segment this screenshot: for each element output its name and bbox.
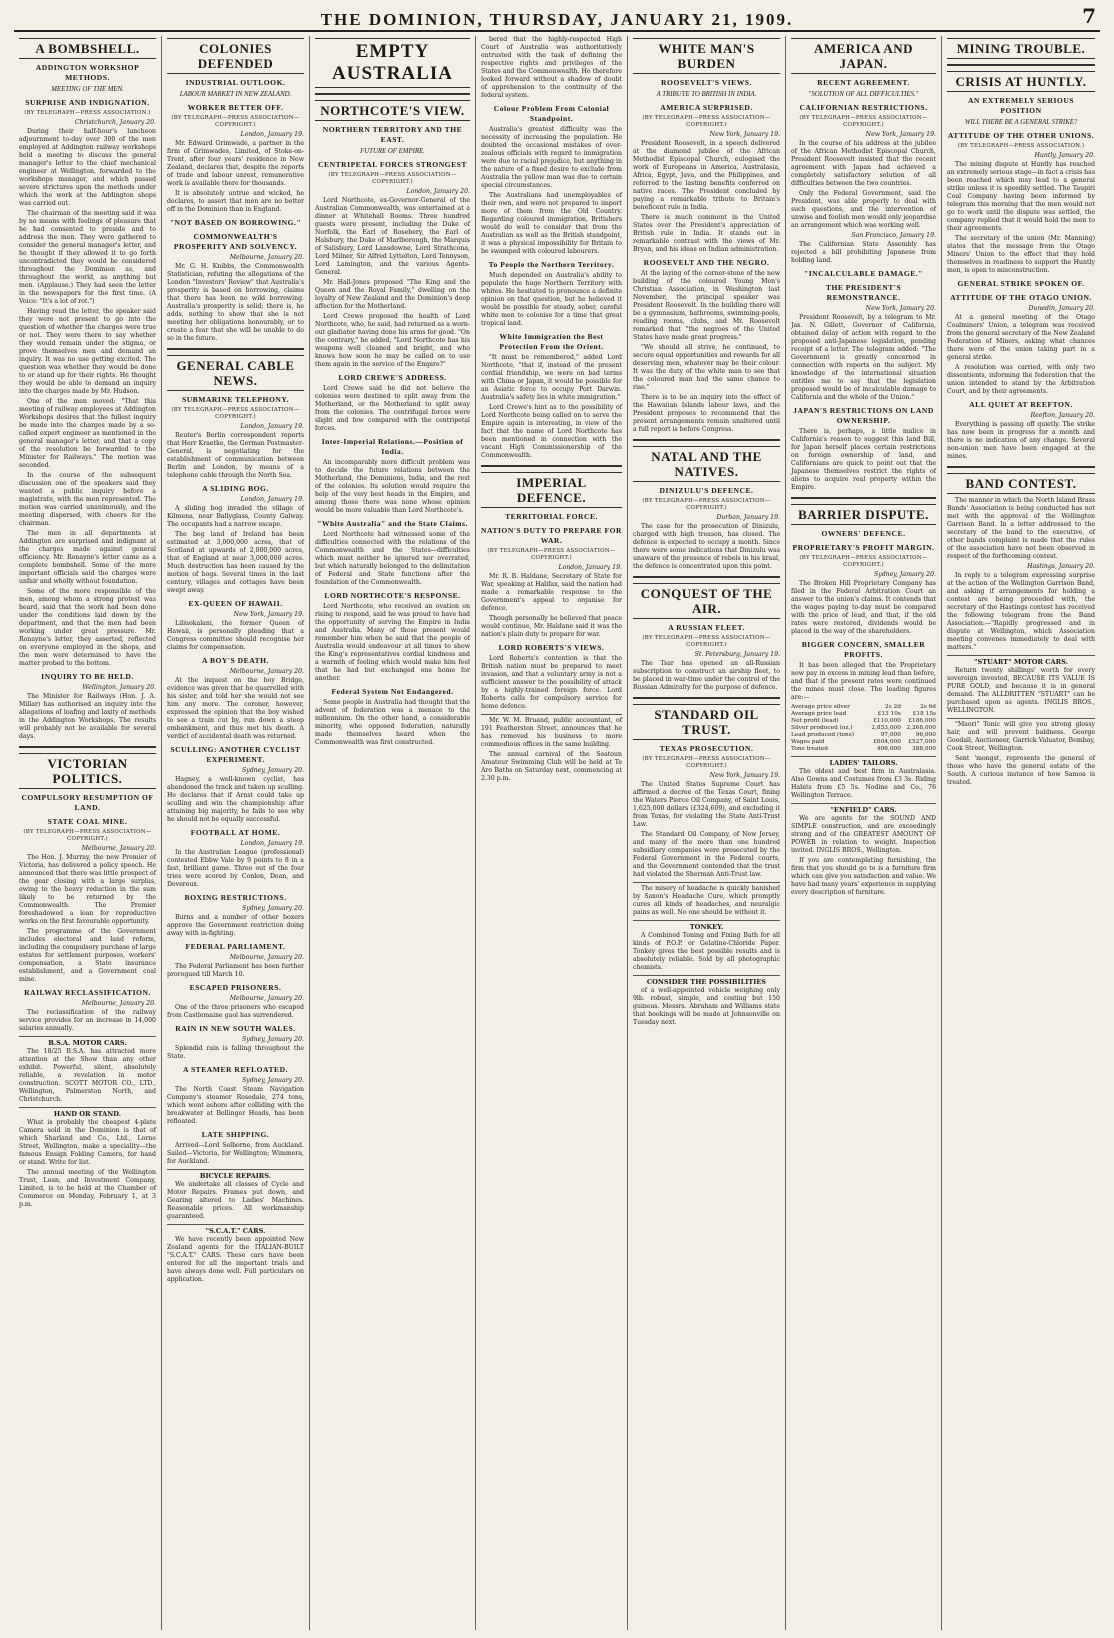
article-paragraph: The North Coast Steam Navigation Company's steamer Rosedale, 274 tons, which went ashore after colliding with the breakwater at Bellinger Heads, has been refloated. — [167, 1086, 304, 1125]
section-headline: BAND CONTEST. — [947, 473, 1095, 494]
article-paragraph: One of the men moved: "That this meeting of railway employees at Addington Workshops desires that the fullest inquiry be made into the charges made by a so-called expert engineer as mentioned in the general manager's letter, and that a copy of the resolution be forwarded to the Minister for Railways." The motion was seconded. — [19, 398, 156, 469]
sub-headline: ROOSEVELT AND THE NEGRO. — [643, 258, 770, 267]
sub-headline: A STEAMER REFLOATED. — [182, 1065, 288, 1074]
dateline: Durban, January 19. — [716, 514, 780, 521]
figures-cell: 2,268,000 — [906, 725, 936, 731]
article-paragraph: Lord Crewe's hint as to the possibility of Lord Northcote being called on to serve the Empire again is interesting, in view of the fact that the name of Lord Northcote has been mentioned in connection with the vacant High Commissionership of the Commonwealth. — [481, 404, 622, 459]
section-headline: VICTORIAN POLITICS. — [19, 753, 156, 789]
article-paragraph: The Californian State Assembly has rejected a bill prohibiting Japanese from holding land. — [791, 241, 936, 264]
columns-container — [14, 36, 1100, 1630]
advertisement-heading: B.S.A. MOTOR CARS. — [48, 1039, 127, 1047]
article-paragraph: Burns and a number of other boxers approve the Government restriction doing away with in-fighting. — [167, 914, 304, 937]
article-paragraph: Only the Federal Government, said the President, was able properly to deal with such questions, and the intervention of unwise and foolish men would only jeopardise an arrangement which was working well. — [791, 190, 936, 229]
article-paragraph: Lord Roberts's contention is that the British nation must be prepared to meet invasion, and that a voluntary army is not a sufficient answer to the possibility of attack by a highly-trained foreign force. Lord Roberts calls for compulsory service for home defence. — [481, 655, 622, 710]
advertisement-text: A Combined Toning and Fixing Bath for all kinds of P.O.P. or Gelatine-Chloride Paper. Tonkey gives the best possible results and is absolutely reliable. Sold by all photographic chemists. — [633, 932, 780, 971]
sub-headline: ATTITUDE OF THE OTHER UNIONS. — [947, 131, 1095, 140]
dateline: London, January 19. — [558, 564, 622, 571]
column-headline: EMPTY AUSTRALIA — [315, 38, 470, 88]
section-headline: CRISIS AT HUNTLY. — [947, 71, 1095, 92]
figures-cell: 2s 2d — [885, 704, 901, 710]
sub-headline: BIGGER CONCERN, SMALLER PROFITS. — [801, 640, 926, 659]
article-paragraph: Reuter's Berlin correspondent reports that Herr Kraetke, the German Postmaster-General, is negotiating for the establishment of communication between Berlin and London, by means of a telephone cable through the North Sea. — [167, 432, 304, 479]
sub-headline: RAILWAY RECLASSIFICATION. — [24, 988, 151, 997]
sub-headline: DINIZULU'S DEFENCE. — [659, 486, 754, 495]
sub-headline: WORKER BETTER OFF. — [187, 103, 284, 112]
dateline: New York, January 19. — [233, 611, 304, 618]
figures-cell: Wages paid — [791, 739, 825, 745]
article-paragraph: There is much comment in the United States over the President's appreciation of British rule in India. It stands out in remarkable contrast with the views of Mr. Bryan, and his ideas on Indian administration. — [633, 214, 780, 253]
wire-credit: (BY TELEGRAPH—PRESS ASSOCIATION—COPYRIGHT.) — [799, 115, 928, 128]
wire-credit: (BY TELEGRAPH—PRESS ASSOCIATION—COPYRIGHT.) — [487, 548, 616, 561]
advertisement-text: We have recently been appointed New Zealand agents for the ITALIAN-BUILT "S.C.A.T." CARS. These cars have been entered for all the important trials and have always done well. Full particulars on application. — [167, 1236, 304, 1283]
advertisement — [791, 756, 936, 800]
sub-headline: TERRITORIAL FORCE. — [505, 512, 598, 521]
figures-row — [791, 718, 936, 725]
section-rule — [633, 697, 780, 699]
dateline: Reefton, January 20. — [1030, 412, 1095, 419]
dateline: Melbourne, January 20. — [229, 995, 304, 1002]
article-paragraph: The men in all departments at Addington are surprised and indignant at the charges made against general efficiency. Mr. Ronayne's letter came as a complete bombshell. Some of the more important officials said the charges were unfair and wholly without foundation. — [19, 530, 156, 585]
dateline: Melbourne, January 20. — [81, 845, 156, 852]
sub-headline: LORD ROBERTS'S VIEWS. — [498, 643, 605, 652]
section-rule — [481, 465, 622, 467]
dateline: New York, January 19. — [709, 131, 780, 138]
advertisement-text: Return twenty shillings' worth for every sovereign invested, BECAUSE ITS VALUE IS PURE GOLD, and because it is in general demand. The ALLDRITTEN "STUART" can be purchased upon as agents. INGLIS BROS., WELLINGTON. — [947, 667, 1095, 714]
sub-headline: Inter-Imperial Relations.—Position of India. — [321, 437, 464, 456]
article-paragraph: If you are contemplating furnishing, the firm that you should go to is a furniture firm which can give you satisfaction and value. We have had many years' experience in supplying every description of furniture. — [791, 857, 936, 896]
sub-headline: AN EXTREMELY SERIOUS POSITION — [967, 96, 1075, 115]
article-paragraph: The Hon. J. Murray, the new Premier of Victoria, has delivered a policy speech. He announced that there was little prospect of the gear closing with a large surplus, owing to the heavy reduction in the sum likely to be returned by the Commonwealth. The Premier foreshadowed a loan for reproductive works on the first favourable opportunity. — [19, 854, 156, 925]
advertisement — [947, 718, 1095, 753]
article-paragraph: The annual meeting of the Wellington Trust, Loan, and Investment Company, Limited, is to be held at the Chamber of Commerce on Monday, February 1, at 3 p.m. — [19, 1169, 156, 1208]
sub-headline: COMPULSORY RESUMPTION OF LAND. — [21, 793, 154, 812]
sub-headline: FOOTBALL AT HOME. — [190, 828, 281, 837]
sub-headline: RAIN IN NEW SOUTH WALES. — [175, 1024, 296, 1033]
advertisement-text: What is probably the cheapest 4-plate Camera sold in the Dominion is that of which Sharland and Co., Ltd., Lorne Street, Wellington, make a speciality—the famous Ensign Folding Camera, for hand or stand. Write for list. — [19, 1119, 156, 1166]
wire-credit: (BY TELEGRAPH—PRESS ASSOCIATION—COPYRIGHT.) — [642, 635, 771, 648]
advertisement-text: The oldest and best firm in Australasia. Also Gowns and Costumes from £3 3s. Riding Habits from £5 5s. Nodine and Co., 76 Wellington Terrace. — [791, 768, 936, 799]
sub-headline: STATE COAL MINE. — [47, 817, 128, 826]
section-rule — [19, 746, 156, 748]
sub-headline: "INCALCULABLE DAMAGE." — [803, 269, 923, 278]
sub-headline: SURPRISE AND INDIGNATION. — [25, 98, 150, 107]
advertisement — [167, 1169, 304, 1221]
wire-credit: (BY TELEGRAPH—PRESS ASSOCIATION—COPYRIGHT.) — [642, 756, 771, 769]
article-paragraph: Liliuokalani, the former Queen of Hawaii, is personally pleading that a Congress committee should recognise her claims for compensation. — [167, 620, 304, 651]
advertisement-heading: TONKEY. — [689, 923, 724, 931]
sub-headline: Federal System Not Endangered. — [331, 687, 454, 696]
sub-headline: Colour Problem From Colonial Standpoint. — [493, 104, 610, 123]
masthead — [14, 6, 1100, 32]
dateline: Sydney, January 20. — [241, 1036, 304, 1043]
article-paragraph: Lord Crewe proposed the health of Lord Northcote, who, he said, had returned as a worn-out gladiator having done his arms for good. "On the contrary," he added, "Lord Northcote has his weapons well cleaned and bright, and who knows how soon he may be called on to use them again in the service of the Empire?" — [315, 313, 470, 368]
figures-cell: Average price lead — [791, 711, 847, 717]
dateline: Melbourne, January 20. — [229, 668, 304, 675]
figures-row — [791, 746, 936, 753]
sub-headline: AMERICA SURPRISED. — [660, 103, 753, 112]
sub-headline: FEDERAL PARLIAMENT. — [185, 942, 286, 951]
sub-headline: ADDINGTON WORKSHOP METHODS. — [35, 63, 140, 82]
article-paragraph: Mr. Hall-Jones proposed "The King and the Queen and the Royal Family," dwelling on the loyalty of New Zealand and the Dominion's deep affection for the Motherland. — [315, 279, 470, 310]
sub-headline: A BOY'S DEATH. — [202, 656, 269, 665]
advertisement-text: The 18/25 B.S.A. has attracted more attention at the Show than any other exhibit. Powerful, silent, absolutely reliable, a revelation in motor construction. SCOTT MOTOR CO., LTD., Wellington, Palmerston North, and Christchurch. — [19, 1048, 156, 1103]
figures-cell: £13 10s — [877, 711, 901, 717]
sub-headline: THE PRESIDENT'S REMONSTRANCE. — [825, 283, 902, 302]
article-paragraph: Much depended on Australia's ability to populate the huge Northern Territory with whites. He hesitated to pronounce a definite opinion on that question, but he believed it would be possible for steady, sober, careful white men to colonise for a time that great tropical land. — [481, 272, 622, 327]
advertisement — [19, 1036, 156, 1104]
dateline: New York, January 19. — [865, 131, 936, 138]
dateline: Sydney, January 20. — [873, 571, 936, 578]
article-paragraph: A resolution was carried, with only two dissentients, informing the federation that the union intended to stand by the Arbitration Court, and by their agreements. — [947, 364, 1095, 395]
advertisement-heading: CONSIDER THE POSSIBILITIES — [646, 978, 767, 986]
figures-cell: 2s 6d — [920, 704, 936, 710]
deck-line: FUTURE OF EMPIRE. — [360, 148, 425, 155]
sub-headline: COMMONWEALTH'S PROSPERITY AND SOLVENCY. — [173, 232, 298, 251]
section-rule — [167, 348, 304, 350]
dateline: Dunedin, January 20. — [1028, 305, 1095, 312]
figures-cell: Tons treated — [791, 746, 828, 752]
sub-headline: BOXING RESTRICTIONS. — [184, 893, 287, 902]
advertisement — [19, 1107, 156, 1167]
article-paragraph: bered that the highly-respected High Court of Australia was authoritatively entrusted with the task of defining the respective rights and privileges of the States and the Commonwealth. He therefore looked forward without a shadow of doubt of apprehension to the continuity of the federal system. — [481, 36, 622, 99]
figures-cell: £527,000 — [908, 739, 936, 745]
article-paragraph: The United States Supreme Court has affirmed a decree of the Texas Court, fining the Waters Pierce Oil Company, of Saint Louis, 1,625,000 dollars (£324,609), and excluding it from Texas, for violating the State Anti-Trust Law. — [633, 781, 780, 828]
advertisement-heading: "S.C.A.T." CARS. — [205, 1227, 266, 1235]
figures-cell: 2,853,000 — [871, 725, 901, 731]
deck-line: "SOLUTION OF ALL DIFFICULTIES." — [808, 91, 919, 98]
article-paragraph: The Federal Parliament has been further prorogued till March 10. — [167, 963, 304, 978]
article-paragraph: In the course of his address at the jubilee of the African Methodist Episcopal Church, President Roosevelt insisted that the recent agreement with Japan had achieved a completely satisfactory solution of all difficulties between the two countries. — [791, 140, 936, 187]
article-paragraph: The chairman of the meeting said it was by no means with feelings of pleasure that he had consented to preside and to address the men. They were gathered to consider the general manager's letter, and he thought if they allowed it to go forth uncontradicted they would be considered throughout the Dominion as, and throughout the world, as anything but men. (Applause.) They had seen the letter in the newspapers for the first time. (A Voice: "It's a lot of rot.") — [19, 210, 156, 305]
advertisement — [633, 920, 780, 972]
deck-line: LABOUR MARKET IN NEW ZEALAND. — [179, 91, 292, 98]
advertisement — [791, 803, 936, 855]
advertisement — [167, 1224, 304, 1284]
figures-cell: Silver produced (oz.) — [791, 725, 853, 731]
article-paragraph: The programme of the Government includes electoral and land reform, including the compulsory purchase of large estates for settlement purposes, workers' compensation, a State insurance establishment, and a Government coal mine. — [19, 928, 156, 983]
sub-headline: LORD NORTHCOTE'S RESPONSE. — [324, 591, 461, 600]
sub-headline: NATION'S DUTY TO PREPARE FOR WAR. — [481, 526, 622, 545]
section-headline: STANDARD OIL TRUST. — [633, 704, 780, 740]
column-headline: WHITE MAN'S BURDEN — [633, 38, 780, 74]
advertisement — [481, 714, 622, 749]
article-paragraph: Arrived—Lord Selborne, from Auckland. Sailed—Victoria, for Wellington; Wimmera, for Auckland. — [167, 1142, 304, 1165]
wire-credit: (BY TELEGRAPH—PRESS ASSOCIATION—COPYRIGHT.) — [328, 172, 457, 185]
page-number: 7 — [1082, 4, 1096, 28]
section-rule — [947, 64, 1095, 66]
dateline: St. Petersburg, January 19. — [694, 651, 780, 658]
figures-cell: 406,000 — [876, 746, 901, 752]
column-3 — [310, 36, 476, 1630]
sub-headline: INQUIRY TO BE HELD. — [41, 672, 134, 681]
article-paragraph: The manner in which the North Island Brass Bands' Association is being conducted has not met with the approval of the Wellington Garrison Band. In a letter addressed to the secretary of the band to the executive, of other bands complaint is made that the rules of the association have not been observed in respect of the forthcoming contest. — [947, 497, 1095, 560]
section-rule — [315, 93, 470, 95]
article-paragraph: Mr. G. H. Knibbs, the Commonwealth Statistician, refuting the allegations of the London "Investors' Review" that Australia's prosperity is based on borrowing, claims that there has been no wild borrowing. Australia's prosperity is solid; there is, he adds, nothing to show that she is not meeting her obligations honourably, or to create a fear that she will be unable to do so in the future. — [167, 263, 304, 342]
deck-line: A TRIBUTE TO BRITISH IN INDIA. — [656, 91, 757, 98]
dateline: London, January 19. — [240, 131, 304, 138]
column-headline: A BOMBSHELL. — [19, 38, 156, 59]
article-paragraph: The Standard Oil Company, of New Jersey, and many of the more than one hundred subsidiary companies were prosecuted by the Federal Government in the Federal courts, and the Government contended that the trust had violated the Sherman Anti-Trust law. — [633, 831, 780, 878]
section-headline: NORTHCOTE'S VIEW. — [315, 100, 470, 121]
sub-headline: EX-QUEEN OF HAWAII. — [188, 599, 283, 608]
advertisement-text: of a well-appointed vehicle weighing only 9lb. robust, simple, and costing but 150 guineas. Messrs. Abraham and Williams state that bookings will be made at Johnsonville on Tuesday next. — [633, 987, 780, 1026]
sub-headline: NORTHERN TERRITORY AND THE EAST. — [322, 125, 463, 144]
dateline: London, January 20. — [406, 188, 470, 195]
article-paragraph: Lord Crewe said he did not believe the colonies were destined to split away from the Motherland, or the Motherland to split away from the colonies. The centrifugal forces were slight and few compared with the centripetal forces. — [315, 385, 470, 432]
wire-credit: (BY TELEGRAPH—PRESS ASSOCIATION—COPYRIGHT.) — [642, 115, 771, 128]
wire-credit: (BY TELEGRAPH—PRESS ASSOCIATION—COPYRIGHT.) — [23, 829, 152, 842]
article-paragraph: At the laying of the corner-stone of the new building of the coloured Young Men's Christian Association, in Washington last November, the principal speaker was President Roosevelt. In the building there will be a gymnasium, bathrooms, swimming-pools, reading rooms, clubs, and Mr. Roosevelt remarked that "the negroes of the United States have made great progress." — [633, 270, 780, 341]
article-paragraph: It is absolutely untrue and wicked, he declares, to assert that men are no better off in the Dominion than in England. — [167, 190, 304, 213]
article-paragraph: Though personally he believed that peace would continue, Mr. Haldane said it was the nation's plain duty to prepare for war. — [481, 615, 622, 638]
dateline: Melbourne, January 20. — [229, 954, 304, 961]
article-paragraph: President Roosevelt, in a speech delivered at the diamond jubilee of the African Methodist Episcopal Church, eulogised the work of Europeans in America, Australasia, Africa, Egypt, Java, and the Philippines, and referred to the lasting benefits conferred on native races. The President concluded by paying a remarkable tribute to Britain's beneficent rule in India. — [633, 140, 780, 211]
section-headline: NATAL AND THE NATIVES. — [633, 446, 780, 482]
dateline: Christchurch, January 20. — [74, 119, 156, 126]
sub-headline: OWNERS' DEFENCE. — [821, 529, 906, 538]
sub-headline: ALL QUIET AT REEFTON. — [969, 400, 1073, 409]
article-paragraph: The case for the prosecution of Dinizulu, charged with high treason, has closed. The defence is expected to occupy a month. Since there were some indications that Dinizulu was unaware of the presence of rebels in his kraal, the defence is concentrated upon this point. — [633, 523, 780, 570]
sub-headline: "White Australia" and the State Claims. — [317, 519, 468, 528]
article-paragraph: A sliding bog invaded the village of Kilmena, near Ballyglass, County Galway. The occupants had a narrow escape. — [167, 505, 304, 528]
dateline: Melbourne, January 20. — [81, 1000, 156, 1007]
article-paragraph: Everything is passing off quietly. The strike has now been in progress for a month and there is no indication of any change. Several non-union men have been engaged at the mines. — [947, 421, 1095, 460]
article-paragraph: The mining dispute at Huntly has reached an extremely serious stage—in fact a crisis has been reached which may lead to a general strike unless it is speedily settled. The Taupiri Coal Company having been informed by telegram this morning that the men would not go to work until the dispute was settled, the company replied that it would hold the men to their agreements. — [947, 161, 1095, 232]
sub-headline: ESCAPED PRISONERS. — [189, 983, 282, 992]
article-paragraph: It has been alleged that the Proprietary now pay in excess in mining lead than before, and that if the present rates were continued the mines must close. The leading figures are:— — [791, 662, 936, 701]
article-paragraph: "It must be remembered," added Lord Northcote, "that if, instead of the present cordial friendship, we were on bad terms with China or Japan, it would be possible for an Asiatic force to occupy Port Darwin. Australia's safety lies in white immigration." — [481, 354, 622, 401]
figures-cell: 97,000 — [880, 732, 901, 738]
figures-row — [791, 711, 936, 718]
wire-credit: (BY TELEGRAPH—PRESS ASSOCIATION—COPYRIGHT.) — [799, 555, 928, 568]
column-4 — [476, 36, 628, 1630]
figures-cell: 388,000 — [912, 746, 936, 752]
sub-headline: INDUSTRIAL OUTLOOK. — [185, 78, 286, 87]
sub-headline: CALIFORNIAN RESTRICTIONS. — [799, 103, 928, 112]
sub-headline: CENTRIPETAL FORCES STRONGEST — [318, 160, 467, 169]
figures-table — [791, 704, 936, 753]
figures-cell: £186,000 — [908, 718, 936, 724]
wire-credit: (BY TELEGRAPH—PRESS ASSOCIATION—COPYRIGHT.) — [171, 115, 300, 128]
article-paragraph: The Australians had unemployables of their own, and were not prepared to import more of them from the Old Country. Regarding coloured immigration, Britishers would do well to consider that from the Australian as well as the British standpoint, it was a physical impossibility for Britain to be swamped with coloured labourers. — [481, 192, 622, 255]
figures-cell: Lead produced (tons) — [791, 732, 854, 738]
article-paragraph: The annual carnival of the Seatoun Amateur Swimming Club will be held at Te Aro Baths on Saturday next, commencing at 2.30 p.m. — [481, 751, 622, 782]
article-paragraph: Mr. Edward Grimwade, a partner in the firm of Grimwades, Limited, of Stoke-on-Trent, after four years' residence in New Zealand, declares that, despite the reports of trade and labour unrest, remunerative work is available there for thousands. — [167, 140, 304, 187]
dateline: London, January 19. — [240, 496, 304, 503]
advertisement — [947, 655, 1095, 715]
figures-cell: £604,000 — [873, 739, 901, 745]
article-paragraph: Hagney, a well-known cyclist, has abandoned the track and taken up sculling. He declares that if Arnst could take up sculling and win the championship after attaining big majority, he fails to see why he should not be equally successful. — [167, 776, 304, 823]
sub-headline: RECENT AGREEMENT. — [817, 78, 910, 87]
sub-headline: White Immigration the Best Protection From the Orient. — [499, 332, 604, 351]
section-rule — [791, 497, 936, 499]
article-paragraph: Some people in Australia had thought that the advent of federation was a menace to the millennium. On the other hand, a considerable minority, who opposed federation, naturally made themselves heard when the Commonwealth was first constructed. — [315, 699, 470, 746]
column-1 — [14, 36, 162, 1630]
figures-cell: 96,000 — [915, 732, 936, 738]
sub-headline: JAPAN'S RESTRICTIONS ON LAND OWNERSHIP. — [793, 406, 934, 425]
article-paragraph: The secretary of the union (Mr. Manning) states that the message from the Otago Miners' Union to the effect that they hold themselves in readiness to support the Huntly men, is open to misconstruction. — [947, 235, 1095, 274]
section-rule — [633, 439, 780, 441]
sub-headline: GENERAL STRIKE SPOKEN OF. — [957, 279, 1085, 288]
advertisement-text: "Maori" Tonic will give you strong glossy hair, and will prevent baldness. George Goodall, Auctioneer, Garrick Valuator, Bombay, Cook Street, Wellington. — [947, 721, 1095, 752]
section-headline: BARRIER DISPUTE. — [791, 504, 936, 525]
sub-headline: ATTITUDE OF THE OTAGO UNION. — [950, 293, 1092, 302]
sub-headline: LORD CREWE'S ADDRESS. — [338, 373, 447, 382]
dateline: London, January 19. — [240, 840, 304, 847]
figures-cell: Average price silver — [791, 704, 850, 710]
dateline: London, January 19. — [240, 423, 304, 430]
article-paragraph: Having read the letter, the speaker said they were not present to go into the question of whether the charges were true or not. They were there to say whether they would remain under the stigma, or prove themselves men and demand an inquiry. It was no use getting excited. The question was whether they would be done to or stand up for their rights. He thought they would be able to demand an inquiry into the charges made by Mr. Hudson. — [19, 308, 156, 395]
figures-cell: Net profit (lead) — [791, 718, 839, 724]
advertisement-heading: BICYCLE REPAIRS. — [199, 1172, 272, 1180]
section-rule — [633, 576, 780, 578]
article-paragraph: President Roosevelt, by a telegram to Mr. Jas. N. Gillett, Governor of California, obtained delay of action with regard to the proposed anti-Japanese legislation, pending receipt of a letter. The telegram added: "The Government is greatly concerned in connection with reports on the subject. My knowledge of the international situation entitles me to say that the legislation proposed would be of incalculable damage to California and the whole of the Union." — [791, 314, 936, 401]
article-paragraph: At the inquest on the boy Bridge, evidence was given that he quarrelled with his sister, and told her she would not see him any more. The coroner, however, expressed the opinion that the boy wished to see a train cut by, run down a steep embankment, and thus met his death. A verdict of accidental death was returned. — [167, 677, 304, 740]
sub-headline: PROPRIETARY'S PROFIT MARGIN. — [792, 543, 935, 552]
advertisement-text: We undertake all classes of Cycle and Motor Repairs. Frames put down, and Gearing altered to Ladies' Machines. Reasonable prices. All workmanship guaranteed. — [167, 1181, 304, 1220]
sub-headline: To People the Northern Territory. — [488, 260, 615, 269]
article-paragraph: The bog land of Ireland has been estimated at 3,000,000 acres, that of Scotland at upwards of 2,000,000 acres, that of England at near 3,000,000 acres. Much destruction has been caused by the motion of bogs. Several times in the last century, villages and cottages have been swept away. — [167, 531, 304, 594]
masthead-title: THE DOMINION, THURSDAY, JANUARY 21, 1909. — [320, 10, 794, 29]
figures-row — [791, 739, 936, 746]
figures-row — [791, 725, 936, 732]
article-paragraph: During their half-hour's luncheon adjournment to-day over 300 of the men employed at Addington railway workshops held a meeting to discuss the general manager's letter to the chief mechanical engineer at Wellington, forwarded to the workshops manager, and which passed severe strictures upon the methods under which the work at the Addington shops was carried out. — [19, 128, 156, 207]
advertisement-heading: LADIES' TAILORS. — [829, 759, 898, 767]
article-paragraph: Splendid rain is falling throughout the State. — [167, 1045, 304, 1060]
section-headline: CONQUEST OF THE AIR. — [633, 583, 780, 619]
article-paragraph: The Broken Hill Proprietary Company has filed in the Federal Arbitration Court an answer to the union's claims. It contends that the wages paying to-day must be compared with the price of lead, and that, if the old rates were restored, dividends would be placed in the way of the shareholders. — [791, 580, 936, 635]
article-paragraph: Australia's greatest difficulty was the necessity of increasing the population. He doubted the occasional mistakes of over-zealous officials with regard to immigration were due to racial prejudice, but anything in the nature of a fixed desire to exclude from Australia the yellow man was due to certain special circumstances. — [481, 126, 622, 189]
advertisement-heading: "ENFIELD" CARS. — [830, 806, 897, 814]
article-paragraph: Mr. R. B. Haldane, Secretary of State for War, speaking at Halifax, said the nation had made a remarkable response to the Government's appeal to organise for defence. — [481, 573, 622, 612]
column-headline: AMERICA AND JAPAN. — [791, 38, 936, 74]
figures-row — [791, 732, 936, 739]
figures-cell: £110,000 — [873, 718, 901, 724]
wire-credit: (BY TELEGRAPH—PRESS ASSOCIATION—COPYRIGHT.) — [171, 407, 300, 420]
column-5 — [628, 36, 786, 1630]
article-paragraph: Lord Northcote, who received an ovation on rising to respond, said he was proud to have had the opportunity of serving the Empire in India and Australia. Many of those present would remember him when he said that the people of Australia would endeavour at all times to show the King's representatives cordial kindness and a warmth of feeling which would make him feel that he had but exchanged one home for another. — [315, 603, 470, 682]
advertisement-heading: HAND OR STAND. — [53, 1110, 122, 1118]
column-6 — [786, 36, 942, 1630]
column-headline: COLONIES DEFENDED — [167, 38, 304, 74]
sub-headline: A SLIDING BOG. — [202, 484, 269, 493]
sub-headline: SCULLING: ANOTHER CYCLIST EXPERIMENT. — [170, 745, 301, 764]
figures-row — [791, 704, 936, 711]
article-paragraph: The Minister for Railways (Hon. J. A. Millar) has authorised an inquiry into the allegations of loafing and laxity of methods in the Addington Workshops. The results will probably not be available for several days. — [19, 693, 156, 740]
sub-headline: SUBMARINE TELEPHONY. — [181, 395, 290, 404]
article-paragraph: At a general meeting of the Otago Coalminers' Union, a telegram was received from the general secretary of the New Zealand Federation of Miners, asking what chances there were of the union taking part in a general strike. — [947, 314, 1095, 361]
dateline: Sydney, January 20. — [241, 1077, 304, 1084]
dateline: Wellington, January 20. — [82, 684, 156, 691]
dateline: San Francisco, January 19. — [851, 232, 936, 239]
wire-credit: (BY TELEGRAPH—PRESS ASSOCIATION.) — [24, 110, 151, 116]
deck-line: MEETING OF THE MEN. — [51, 86, 124, 93]
dateline: Melbourne, January 20. — [229, 254, 304, 261]
section-rule — [947, 466, 1095, 468]
article-paragraph: The Tsar has opened an all-Russian subscription to construct an airship fleet, to be placed in war-time under the control of the Russian Admiralty for the purpose of defence. — [633, 660, 780, 691]
article-paragraph: Some of the more responsible of the men, among whom a strong protest was heard, said that the work had been done under the conditions laid down by the department, and that the men had been working under great pressure. Mr. Ronayne's letter, they asserted, reflected on everyone employed in the shops, and the men were determined to have the matter probed to the bottom. — [19, 588, 156, 667]
article-paragraph: In reply to a telegram expressing surprise at the action of the Wellington Garrison Band, and asking if arrangements for holding a contest are being proceeded with, the secretary of the Hastings contest has received the following telegram from the Band Association:—"Rapidly progressed and in dispute at Wellington, which Association meeting convenes immediately to deal with matters." — [947, 572, 1095, 651]
figures-cell: £18 15s — [912, 711, 936, 717]
section-headline: GENERAL CABLE NEWS. — [167, 355, 304, 391]
article-paragraph: Lord Northcote had witnessed some of the difficulties connected with the relations of the Commonwealth and the States—difficulties which must neither be ignored nor overrated, but which naturally belonged to the delimitation of Federal and State functions after the foundation of the Commonwealth. — [315, 531, 470, 586]
wire-credit: (BY TELEGRAPH—PRESS ASSOCIATION.) — [957, 143, 1085, 149]
article-paragraph: One of the three prisoners who escaped from Castlemaine gaol has surrendered. — [167, 1004, 304, 1019]
deck-line: WILL THERE BE A GENERAL STRIKE? — [964, 119, 1078, 126]
sub-headline: ROOSEVELT'S VIEWS. — [661, 78, 752, 87]
article-paragraph: In the Australian League (professional) contested Ebbw Vale by 9 points to 8 in a fast, brilliant game. Three out of the four tries were scored by Conlon, Dean, and Devereux. — [167, 849, 304, 888]
sub-headline: A RUSSIAN FLEET. — [668, 623, 745, 632]
advertisement-text: The misery of headache is quickly banished by Saxon's Headache Cure, which promptly cures all kinds of headaches, and neuralgic pains as well. No one should be without it. — [633, 885, 780, 916]
advertisement-heading: "STUART" MOTOR CARS. — [974, 658, 1068, 666]
wire-credit: (BY TELEGRAPH—PRESS ASSOCIATION—COPYRIGHT.) — [642, 498, 771, 511]
article-paragraph: There is, perhaps, a little malice in California's reason to suggest this land Bill, for Japan herself places certain restrictions on foreign ownership of land, and Californians are quick to point out that the Japanese themselves restrict the rights of aliens to acquire real property within the Empire. — [791, 428, 936, 491]
advertisement — [633, 975, 780, 1027]
sub-headline: LATE SHIPPING. — [201, 1130, 270, 1139]
article-paragraph: In the course of the subsequent discussion one of the speakers said they wanted a public inquiry before a magistrate, with the men represented. The motion was carried unanimously, and the meeting dispersed, with cheers for the chairman. — [19, 472, 156, 527]
sub-headline: "NOT BASED ON BORROWING." — [169, 218, 302, 227]
advertisement-text: Mr. W. M. Bruand, public accountant, of 191 Featherston Street, announces that he has removed his business to more commodious offices in the same building. — [481, 717, 622, 748]
dateline: Sydney, January 20. — [241, 905, 304, 912]
article-paragraph: "We should all strive, he continued, to secure equal opportunities and rewards for all deserving men, whatever may be their colour. It was the duty of the white man to see that the coloured man had the same chance to rise." — [633, 344, 780, 391]
article-paragraph: An incomparably more difficult problem was to decide the future relations between the Motherland, the Dominions, India, and the rest of the colonies. Its solution would require the help of the very best heads in the Empire, and among those there was none whose opinion would be more valuable than Lord Northcote's. — [315, 459, 470, 514]
sub-headline: TEXAS PROSECUTION. — [659, 744, 754, 753]
section-headline: IMPERIAL DEFENCE. — [481, 472, 622, 508]
dateline: New York, January 19. — [709, 772, 780, 779]
article-paragraph: Sent 'mongst, represents the general of those who have the general estate of the South. A curious instance of how Samoa is treated. — [947, 755, 1095, 786]
article-paragraph: There is to be an inquiry into the effect of the Hawaiian Islands labour laws, and the President proposes to recommend that the present arrangements remain unaltered until a full report is before Congress. — [633, 394, 780, 433]
advertisement-text: We are agents for the SOUND AND SIMPLE construction, and are exceedingly strong and of the GREATEST AMOUNT OF POWER in relation to weight. Inspection invited. INGLIS BROS., Wellington. — [791, 815, 936, 854]
column-2 — [162, 36, 310, 1630]
dateline: Huntly, January 20. — [1034, 152, 1095, 159]
dateline: Sydney, January 20. — [241, 767, 304, 774]
dateline: Hastings, January 20. — [1027, 563, 1095, 570]
dateline: New York, January 20. — [865, 305, 936, 312]
column-headline: MINING TROUBLE. — [947, 38, 1095, 59]
advertisement — [633, 882, 780, 917]
article-paragraph: Lord Northcote, ex-Governor-General of the Australian Commonwealth, was entertained at a dinner at Whitehall Rooms. Three hundred guests were present, including the Duke of Norfolk, the Earl of Rosebery, the Earl of Halsbury, the Duke of Marlborough, the Marquis of Salisbury, Lord Lansdowne, Lord Strathcona, Lord Milner, Sir Alfred Lyttelton, Lord Tennyson, Lord Lamington, and the various Agents-General. — [315, 197, 470, 276]
column-7 — [942, 36, 1100, 1630]
article-paragraph: The reclassification of the railway service provides for an increase in 14,000 salaries annually. — [19, 1009, 156, 1032]
